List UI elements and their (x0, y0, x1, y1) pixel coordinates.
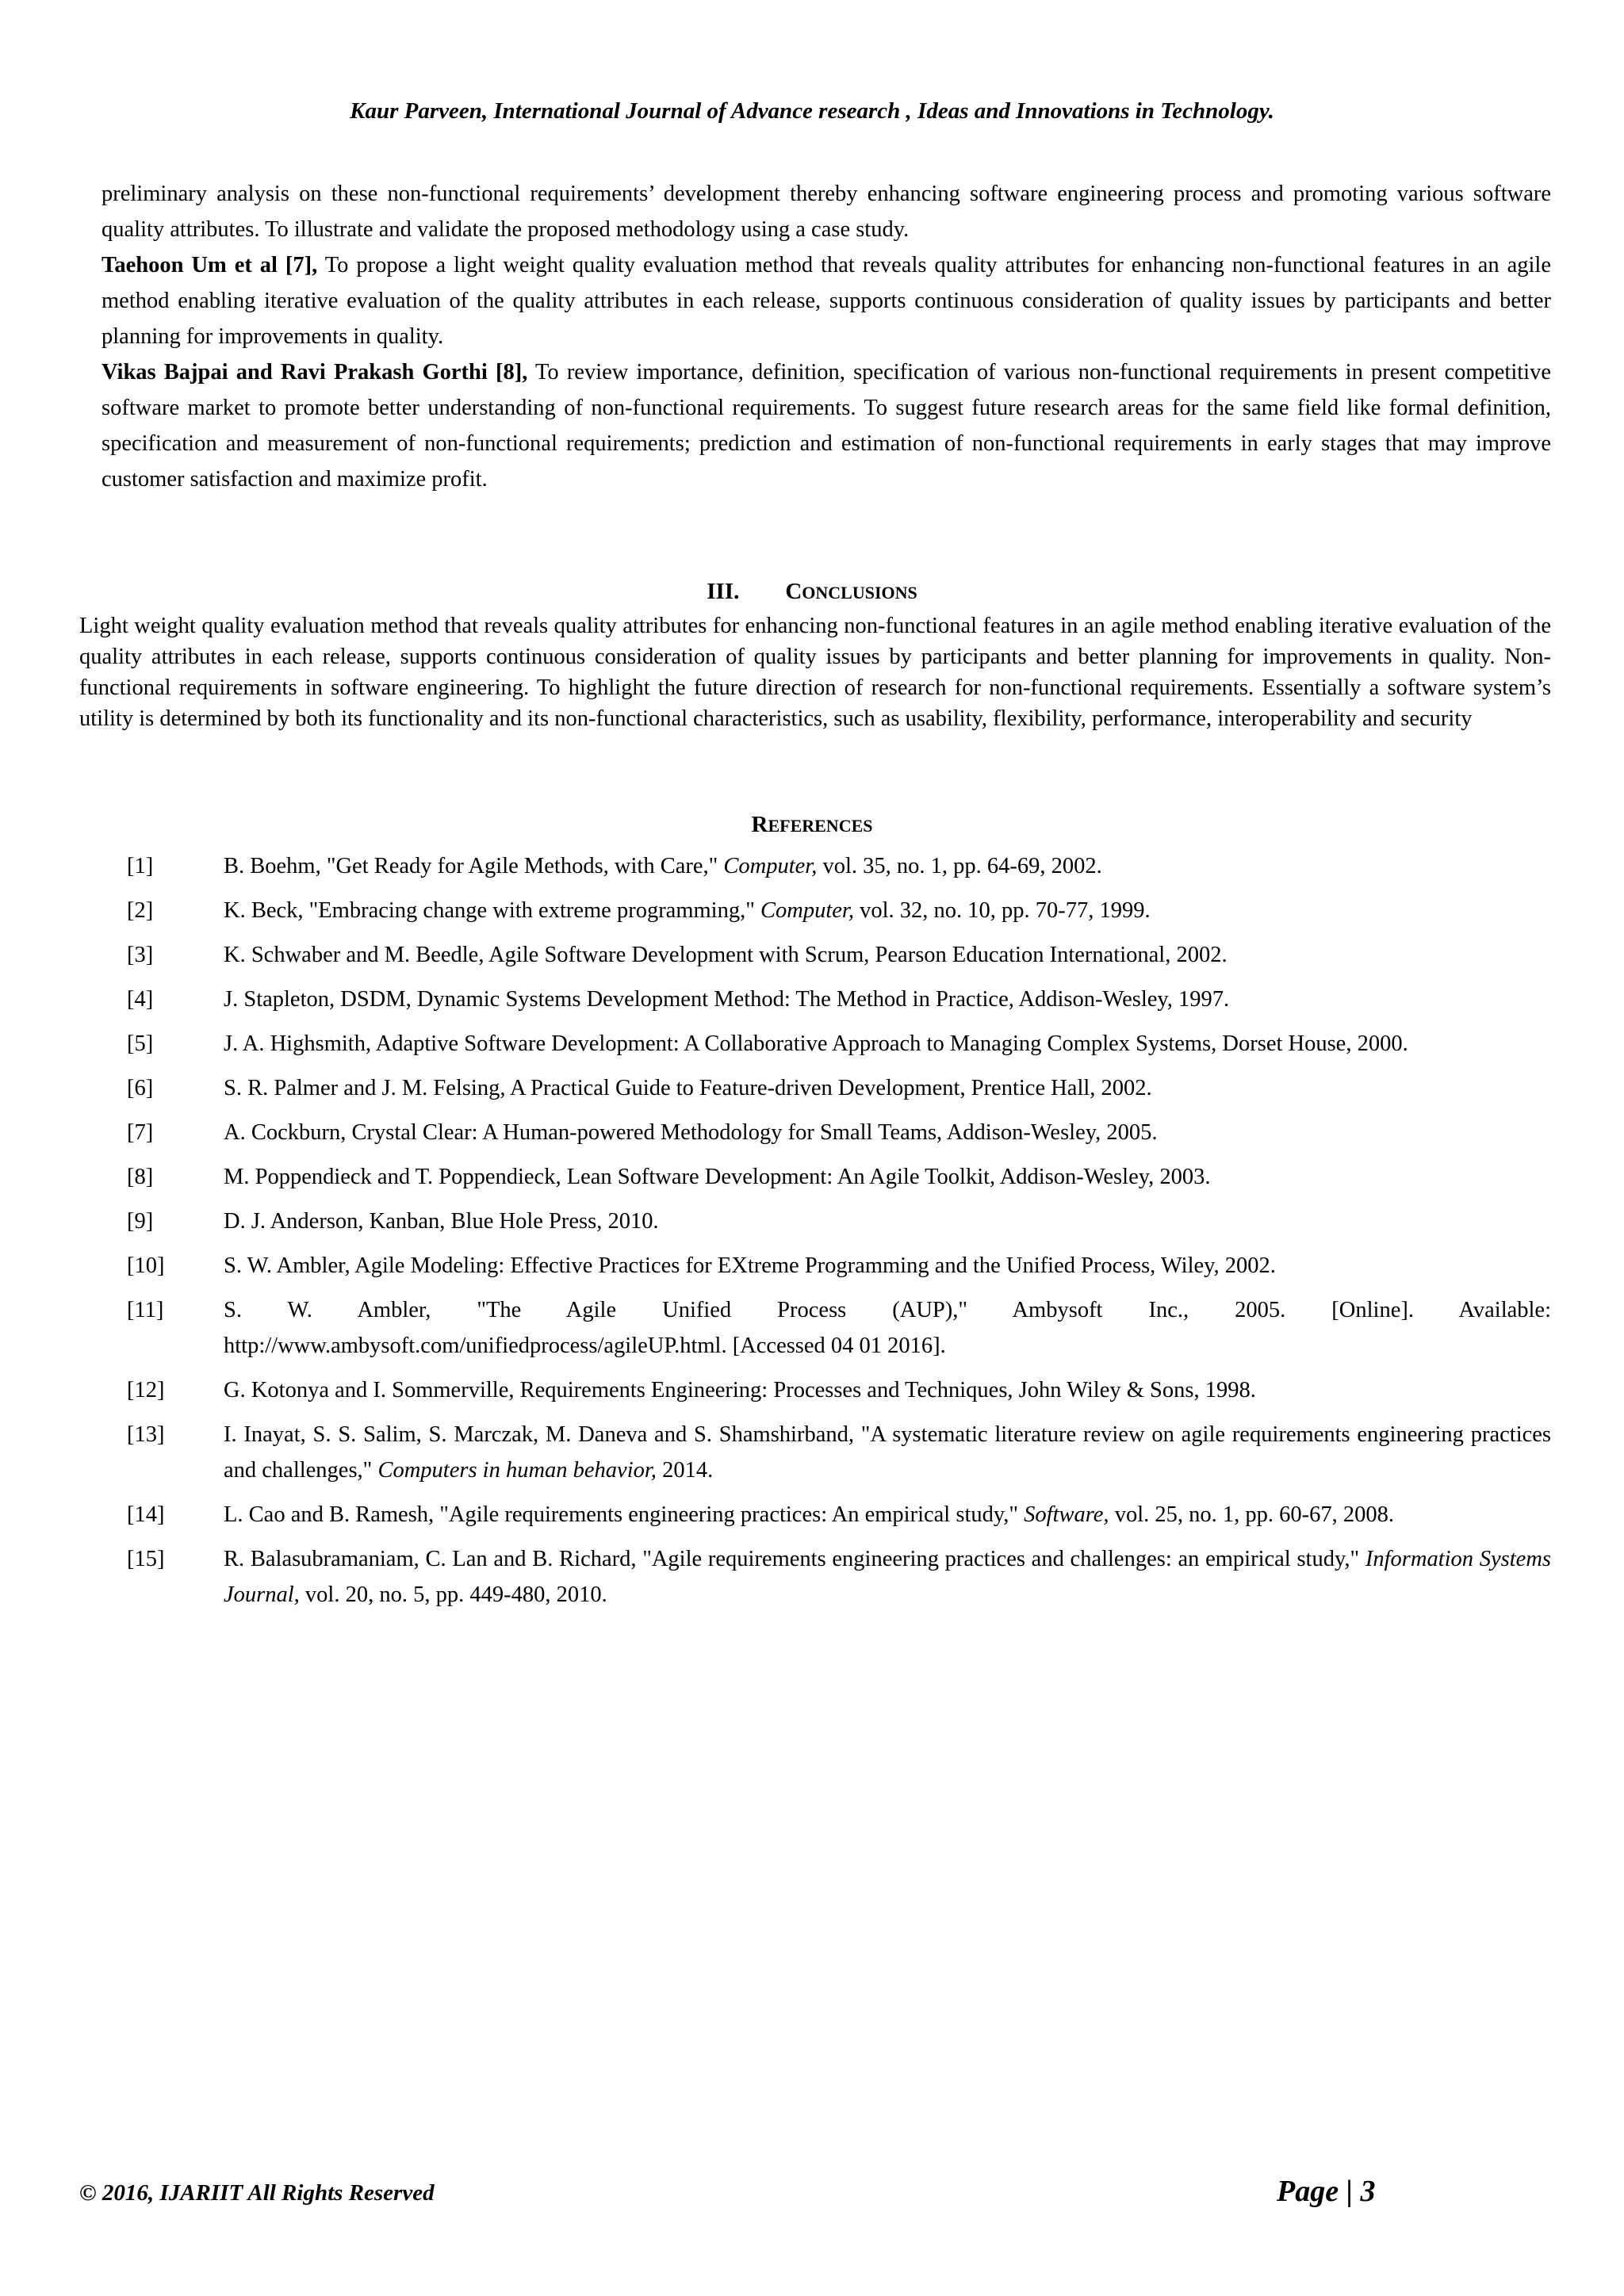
reference-number: [7] (127, 1120, 154, 1145)
reference-number: [5] (127, 1031, 154, 1056)
references-heading-rest: EFERENCES (768, 816, 873, 836)
footer-copyright: © 2016, IJARIIT All Rights Reserved (79, 2180, 435, 2206)
reference-number: [4] (127, 987, 154, 1012)
paragraph-preliminary: preliminary analysis on these non-functional requirements’ development thereby enhancing software engineering process and promoting various software quality attributes. To illustrate and validate the proposed methodology using a case study. (102, 182, 1551, 242)
reference-item (127, 1159, 1551, 1195)
conclusions-heading (0, 576, 1624, 609)
reference-text: S. R. Palmer and J. M. Felsing, A Practical Guide to Feature-driven Development, Prentice Hall, 2002. (224, 1076, 1152, 1100)
reference-text: S. W. Ambler, "The Agile Unified Process (AUP)," Ambysoft Inc., 2005. [Online]. Available: http://www.ambysoft.com/unifiedprocess/agileUP.html. [Accessed 04 01 2016]. (224, 1298, 1551, 1358)
reference-text: J. A. Highsmith, Adaptive Software Development: A Collaborative Approach to Managing Complex Systems, Dorset House, 2000. (224, 1031, 1408, 1056)
reference-text: D. J. Anderson, Kanban, Blue Hole Press, 2010. (224, 1209, 659, 1234)
reference-item (127, 1070, 1551, 1106)
reference-item (127, 893, 1551, 928)
reference-number: [14] (127, 1502, 165, 1527)
reference-number: [3] (127, 943, 154, 967)
reference-text: L. Cao and B. Ramesh, "Agile requirements engineering practices: An empirical study," Software, vol. 25, no. 1, pp. 60-67, 2008. (224, 1502, 1394, 1527)
reference-number: [13] (127, 1422, 165, 1447)
reference-text: M. Poppendieck and T. Poppendieck, Lean Software Development: An Agile Toolkit, Addison-Wesley, 2003. (224, 1165, 1211, 1189)
reference-item (127, 1497, 1551, 1533)
reference-text: S. W. Ambler, Agile Modeling: Effective Practices for EXtreme Programming and the Unified Process, Wiley, 2002. (224, 1253, 1276, 1278)
paragraph-vikas (102, 354, 1551, 497)
reference-number: [9] (127, 1209, 154, 1234)
reference-number: [1] (127, 854, 154, 878)
conclusions-heading-rest: ONCLUSIONS (802, 583, 917, 603)
paragraph-taehoon (102, 247, 1551, 354)
conclusions-text: Light weight quality evaluation method that reveals quality attributes for enhancing non-functional features in an agile method enabling iterative evaluation of the quality attributes in each release, supports continuous consideration of quality issues by participants and better planning for improvements in quality. Non-functional requirements in software engineering. To highlight the future direction of research for non-functional requirements. Essentially a software system’s utility is determined by both its functionality and its non-functional characteristics, such as usability, flexibility, performance, interoperability and security (79, 614, 1551, 731)
references-heading (0, 809, 1624, 842)
reference-text: I. Inayat, S. S. Salim, S. Marczak, M. Daneva and S. Shamshirband, "A systematic literature review on agile requirements engineering practices and challenges," Computers in human behavior, 2014. (224, 1422, 1551, 1483)
author-taehoon: Taehoon Um et al [7], (102, 253, 318, 277)
reference-number: [2] (127, 898, 154, 923)
reference-number: [12] (127, 1378, 165, 1402)
reference-item (127, 1026, 1551, 1062)
reference-number: [8] (127, 1165, 154, 1189)
reference-item (127, 1372, 1551, 1408)
reference-item (127, 1248, 1551, 1284)
paragraph-taehoon-text: To propose a light weight quality evaluation method that reveals quality attributes for enhancing non-functional features in an agile method enabling iterative evaluation of the quality attributes in each release, supports continuous consideration of quality issues by participants and better planning for improvements in quality. (102, 253, 1552, 349)
reference-number: [6] (127, 1076, 154, 1100)
reference-item (127, 1292, 1551, 1364)
reference-text: G. Kotonya and I. Sommerville, Requirements Engineering: Processes and Techniques, John Wiley & Sons, 1998. (224, 1378, 1256, 1402)
reference-item (127, 1541, 1551, 1613)
reference-item (127, 1203, 1551, 1239)
reference-item (127, 1115, 1551, 1150)
reference-text: K. Schwaber and M. Beedle, Agile Software Development with Scrum, Pearson Education International, 2002. (224, 943, 1228, 967)
paragraph-vikas-text: To review importance, definition, specification of various non-functional requirements in present competitive software market to promote better understanding of non-functional requirements. To suggest future research areas for the same field like formal definition, specification and measurement of non-functional requirements; prediction and estimation of non-functional requirements in early stages that may improve customer satisfaction and maximize profit. (102, 360, 1552, 492)
reference-item (127, 982, 1551, 1017)
section-number: III. (707, 579, 740, 604)
reference-text: R. Balasubramaniam, C. Lan and B. Richard, "Agile requirements engineering practices and challenges: an empirical study," Information Systems Journal, vol. 20, no. 5, pp. 449-480, 2010. (224, 1547, 1551, 1607)
reference-number: [15] (127, 1547, 165, 1571)
body-text (102, 176, 1551, 497)
reference-item (127, 848, 1551, 884)
running-header: Kaur Parveen, International Journal of Advance research , Ideas and Innovations in Technology. (350, 98, 1274, 124)
reference-number: [10] (127, 1253, 165, 1278)
footer-page-number: Page | 3 (1277, 2175, 1376, 2208)
reference-text: J. Stapleton, DSDM, Dynamic Systems Development Method: The Method in Practice, Addison-Wesley, 1997. (224, 987, 1230, 1012)
conclusions-heading-initial: C (785, 579, 802, 604)
reference-number: [11] (127, 1298, 164, 1322)
author-vikas: Vikas Bajpai and Ravi Prakash Gorthi [8], (102, 360, 528, 385)
reference-list (127, 848, 1551, 1621)
reference-item (127, 937, 1551, 973)
reference-text: B. Boehm, "Get Ready for Agile Methods, with Care," Computer, vol. 35, no. 1, pp. 64-69, 2002. (224, 854, 1102, 878)
reference-text: A. Cockburn, Crystal Clear: A Human-powered Methodology for Small Teams, Addison-Wesley, 2005. (224, 1120, 1158, 1145)
references-heading-initial: R (751, 812, 768, 837)
reference-text: K. Beck, "Embracing change with extreme programming," Computer, vol. 32, no. 10, pp. 70-77, 1999. (224, 898, 1151, 923)
reference-item (127, 1417, 1551, 1488)
